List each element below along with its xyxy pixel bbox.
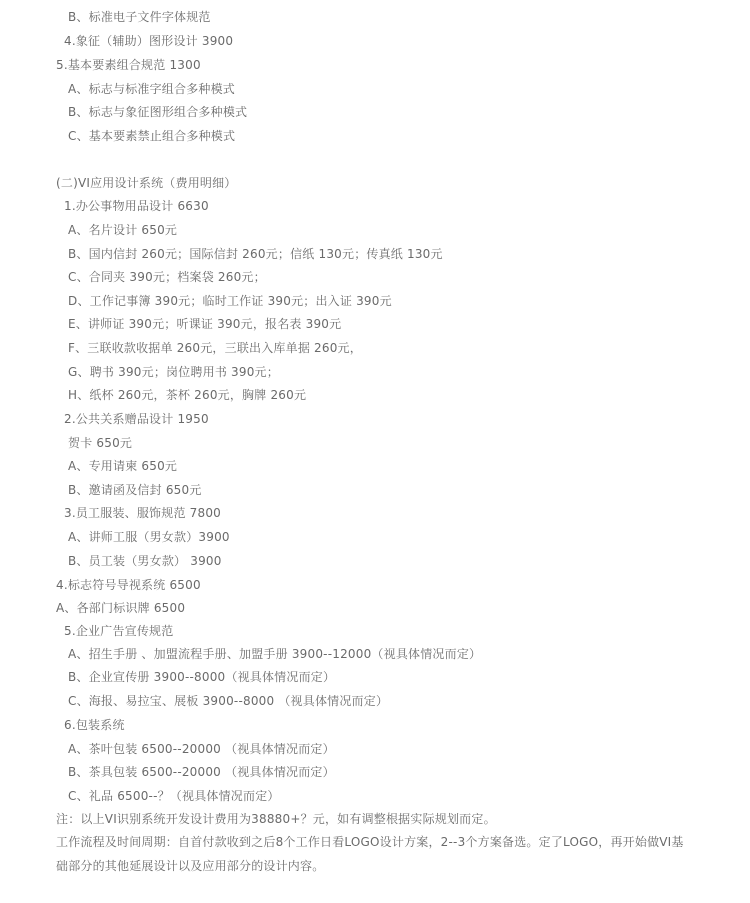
text-line: A、名片设计 650元 <box>68 223 178 237</box>
text-line: B、标准电子文件字体规范 <box>68 10 211 24</box>
text-line: 2.公共关系赠品设计 1950 <box>64 412 209 426</box>
text-line: H、纸杯 260元，茶杯 260元，胸牌 260元 <box>68 388 307 402</box>
text-line: C、基本要素禁止组合多种模式 <box>68 129 236 143</box>
text-line: 4.象征（辅助）图形设计 3900 <box>64 34 234 48</box>
text-line: C、合同夹 390元；档案袋 260元； <box>68 270 266 284</box>
text-line: 贺卡 650元 <box>68 436 133 450</box>
text-line: 5.企业广告宣传规范 <box>64 624 174 638</box>
text-line: B、企业宣传册 3900--8000（视具体情况而定） <box>68 670 336 684</box>
text-line: 4.标志符号导视系统 6500 <box>56 578 201 592</box>
text-line: 3.员工服装、服饰规范 7800 <box>64 506 222 520</box>
text-line: C、海报、易拉宝、展板 3900--8000 （视具体情况而定） <box>68 694 389 708</box>
note-line: 础部分的其他延展设计以及应用部分的设计内容。 <box>56 859 325 873</box>
text-line: B、国内信封 260元；国际信封 260元；信纸 130元；传真纸 130元 <box>68 247 443 261</box>
text-line: A、招生手册 、加盟流程手册、加盟手册 3900--12000（视具体情况而定） <box>68 647 482 661</box>
text-line: B、标志与象征图形组合多种模式 <box>68 105 248 119</box>
text-line: E、讲师证 390元；听课证 390元，报名表 390元 <box>68 317 342 331</box>
text-line: A、标志与标准字组合多种模式 <box>68 82 236 96</box>
text-line: B、员工装（男女款） 3900 <box>68 554 222 568</box>
text-line: B、邀请函及信封 650元 <box>68 483 202 497</box>
section-heading: (二)VI应用设计系统（费用明细） <box>56 176 237 190</box>
text-line: 5.基本要素组合规范 1300 <box>56 58 201 72</box>
note-line: 工作流程及时间周期：自首付款收到之后8个工作日看LOGO设计方案，2--3个方案备选。定了LOGO，再开始做VI基 <box>56 835 684 849</box>
text-line: A、茶叶包装 6500--20000 （视具体情况而定） <box>68 742 335 756</box>
text-line: 6.包装系统 <box>64 718 125 732</box>
text-line: G、聘书 390元；岗位聘用书 390元； <box>68 365 279 379</box>
text-line: C、礼品 6500--？（视具体情况而定） <box>68 789 280 803</box>
text-line: D、工作记事簿 390元；临时工作证 390元；出入证 390元 <box>68 294 392 308</box>
text-line: A、讲师工服（男女款）3900 <box>68 530 230 544</box>
text-line: A、各部门标识牌 6500 <box>56 601 186 615</box>
text-line: F、三联收款收据单 260元，三联出入库单据 260元， <box>68 341 362 355</box>
note-line: 注：以上VI识别系统开发设计费用为38880+？元，如有调整根据实际规划而定。 <box>56 812 496 826</box>
text-line: B、茶具包装 6500--20000 （视具体情况而定） <box>68 765 335 779</box>
text-line: 1.办公事物用品设计 6630 <box>64 199 209 213</box>
text-line: A、专用请柬 650元 <box>68 459 178 473</box>
